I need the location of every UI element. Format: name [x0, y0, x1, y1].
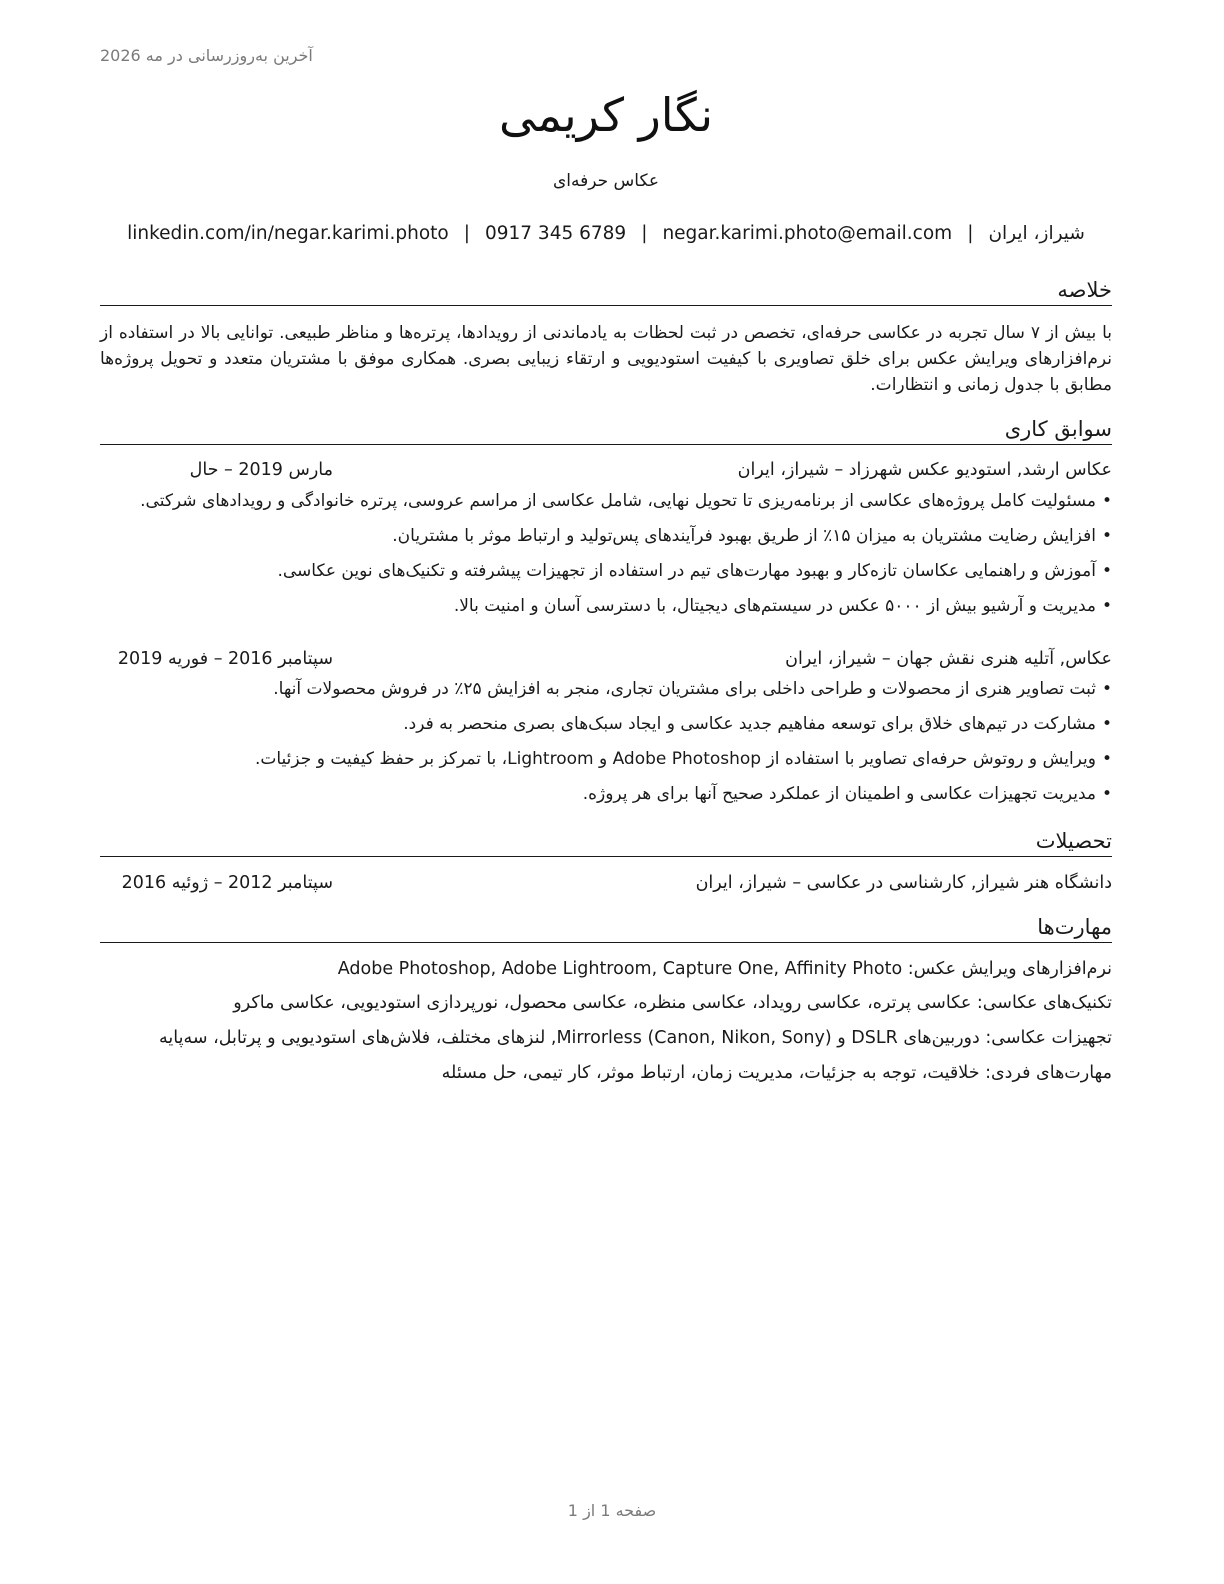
bullet-dot-icon: •	[1101, 491, 1112, 511]
skill-line: مهارت‌های فردی: خلاقیت، توجه به جزئیات، مدیریت زمان، ارتباط موثر، کار تیمی، حل مسئله	[441, 1063, 1112, 1083]
contact-line	[100, 223, 1112, 244]
bullet-dot-icon: •	[1101, 714, 1112, 734]
bullet-dot-icon: •	[1101, 526, 1112, 546]
resume-page	[100, 0, 1112, 1584]
bullet-item: •آموزش و راهنمایی عکاسان تازه‌کار و بهبود مهارت‌های تیم در استفاده از تجهیزات پیشرفته و تکنیک‌های نوین عکاسی.	[277, 561, 1112, 581]
bullet-item: •ثبت تصاویر هنری از محصولات و طراحی داخلی برای مشتریان تجاری، منجر به افزایش ۲۵٪ در فروش محصولات آنها.	[273, 679, 1112, 699]
section-title-education: تحصیلات	[100, 827, 1112, 857]
person-name: نگار کریمی	[498, 88, 714, 142]
job-title: عکاس, آتلیه هنری نقش جهان – شیراز، ایران	[785, 649, 1112, 669]
section-title-skills: مهارت‌ها	[100, 913, 1112, 943]
section-title-experience: سوابق کاری	[100, 415, 1112, 445]
contact-separator: |	[641, 223, 648, 244]
bullet-dot-icon: •	[1101, 679, 1112, 699]
last-updated-note: آخرین به‌روزرسانی در مه 2026	[100, 46, 313, 65]
contact-email[interactable]: negar.karimi.photo@email.com	[662, 223, 953, 244]
skill-line: تجهیزات عکاسی: دوربین‌های DSLR و Mirrorless (Canon, Nikon, Sony), لنزهای مختلف، فلاش‌های استودیویی و پرتابل، سه‌پایه	[159, 1028, 1112, 1048]
education-title: دانشگاه هنر شیراز, کارشناسی در عکاسی – شیراز، ایران	[695, 873, 1112, 893]
bullet-item: •مسئولیت کامل پروژه‌های عکاسی از برنامه‌ریزی تا تحویل نهایی، شامل عکاسی از مراسم عروسی، پرتره خانوادگی و رویدادهای شرکتی.	[140, 491, 1112, 511]
bullet-dot-icon: •	[1101, 596, 1112, 616]
contact-separator: |	[967, 223, 974, 244]
bullet-item: •ویرایش و روتوش حرفه‌ای تصاویر با استفاده از Adobe Photoshop و Lightroom، با تمرکز بر حفظ کیفیت و جزئیات.	[254, 749, 1112, 769]
job-bullets	[255, 677, 1112, 817]
contact-separator: |	[463, 223, 470, 244]
page-number: صفحه 1 از 1	[567, 1501, 657, 1520]
summary-text: با بیش از ۷ سال تجربه در عکاسی حرفه‌ای، تخصص در ثبت لحظات به یادماندنی از رویدادها، پرتره‌ها و مناظر طبیعی. توانایی بالا در استفاده از نرم‌افزارهای ویرایش عکس برای خلق تصاویری با کیفیت استودیویی و ارتقاء زیبایی بصری. همکاری موفق با مشتریان متعدد و تحویل پروژه‌ها مطابق با جدول زمانی و انتظارات.	[100, 323, 1112, 395]
bullet-dot-icon: •	[1101, 561, 1112, 581]
education-dates: سپتامبر 2012 – ژوئیه 2016	[121, 873, 333, 893]
bullet-item: •مدیریت و آرشیو بیش از ۵۰۰۰ عکس در سیستم‌های دیجیتال، با دسترسی آسان و امنیت بالا.	[453, 596, 1112, 616]
bullet-item: •افزایش رضایت مشتریان به میزان ۱۵٪ از طریق بهبود فرآیندهای پس‌تولید و ارتباط موثر با مشتریان.	[392, 526, 1112, 546]
bullet-dot-icon: •	[1101, 749, 1112, 769]
skill-line: تکنیک‌های عکاسی: عکاسی پرتره، عکاسی رویداد، عکاسی منظره، عکاسی محصول، نورپردازی استودیویی، عکاسی ماکرو	[233, 993, 1112, 1013]
contact-location: شیراز، ایران	[988, 223, 1085, 244]
job-dates: مارس 2019 – حال	[189, 460, 333, 480]
bullet-dot-icon: •	[1101, 784, 1112, 804]
job-role: عکاس حرفه‌ای	[552, 171, 660, 191]
job-title: عکاس ارشد, استودیو عکس شهرزاد – شیراز، ایران	[737, 460, 1112, 480]
skill-line: نرم‌افزارهای ویرایش عکس: Adobe Photoshop, Adobe Lightroom, Capture One, Affinity Photo	[337, 959, 1112, 979]
job-bullets	[140, 489, 1112, 629]
job-dates: سپتامبر 2016 – فوریه 2019	[117, 649, 333, 669]
bullet-item: •مشارکت در تیم‌های خلاق برای توسعه مفاهیم جدید عکاسی و ایجاد سبک‌های بصری منحصر به فرد.	[403, 714, 1112, 734]
section-title-summary: خلاصه	[100, 276, 1112, 306]
contact-phone[interactable]: 0917 345 6789	[484, 223, 627, 244]
contact-linkedin[interactable]: linkedin.com/in/negar.karimi.photo	[127, 223, 449, 244]
bullet-item: •مدیریت تجهیزات عکاسی و اطمینان از عملکرد صحیح آنها برای هر پروژه.	[582, 784, 1112, 804]
